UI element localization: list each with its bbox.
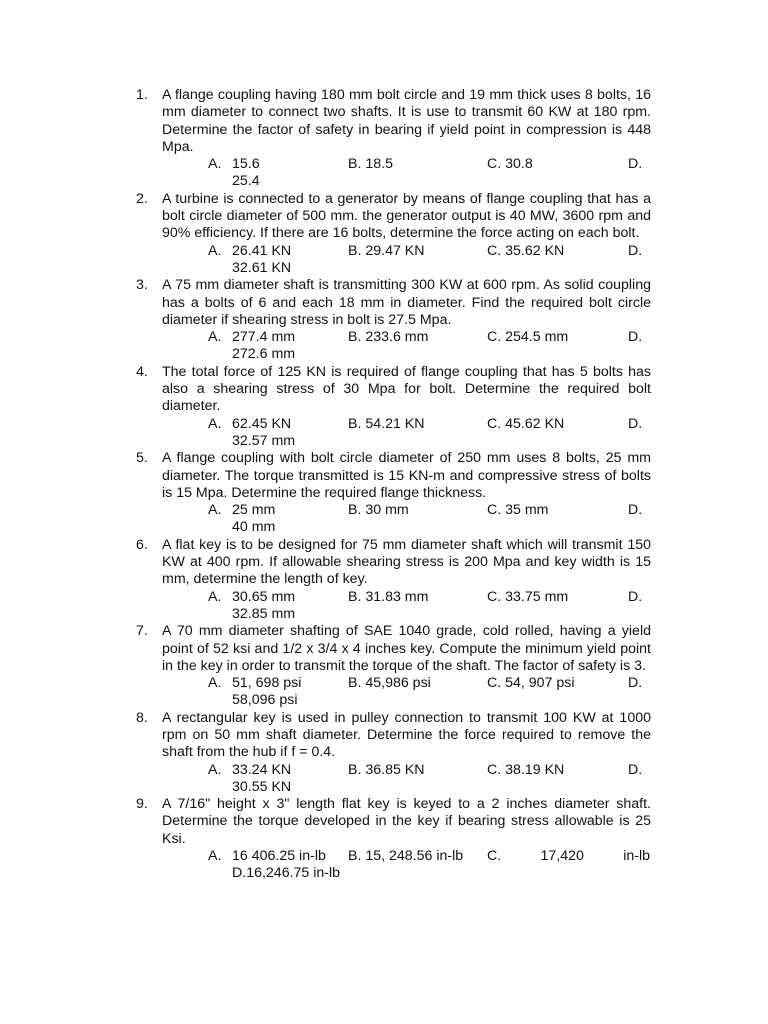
question-number: 4. bbox=[136, 363, 148, 380]
choice-b: B. 29.47 KN bbox=[348, 242, 425, 259]
choice-d-value: 40 mm bbox=[232, 519, 276, 536]
question-text: A flat key is to be designed for 75 mm diameter shaft which will transmit 150 KW at 400 rpm. If allowable shearing stress is 200 Mpa and key width is 15 mm, determine the length of key. bbox=[162, 536, 651, 588]
question-text: A flange coupling with bolt circle diameter of 250 mm uses 8 bolts, 25 mm diameter. The torque transmitted is 15 KN-m and compressive stress of bolts is 15 Mpa. Determine the required flange thickness. bbox=[162, 450, 651, 501]
choice-c: C. 33.75 mm bbox=[487, 588, 569, 605]
question-9 bbox=[136, 796, 651, 882]
choice-b: B. 31.83 mm bbox=[348, 588, 429, 605]
question-1 bbox=[136, 87, 651, 191]
question-2 bbox=[136, 191, 651, 277]
choice-a: A. 277.4 mm bbox=[208, 329, 296, 346]
question-number: 7. bbox=[136, 623, 148, 640]
choice-c: C. 35 mm bbox=[487, 502, 549, 519]
choice-c-unit: in-lb bbox=[623, 848, 650, 865]
choice-d-value: 32.61 KN bbox=[232, 259, 292, 276]
choice-b: B. 36.85 KN bbox=[348, 761, 425, 778]
question-text: A 7/16" height x 3" length flat key is keyed to a 2 inches diameter shaft. Determine the torque developed in the key if bearing stress allowable is 25 Ksi. bbox=[162, 796, 651, 847]
choice-c: C. 54, 907 psi bbox=[487, 675, 575, 692]
question-4 bbox=[136, 364, 651, 450]
choice-d-letter: D. bbox=[628, 588, 643, 605]
question-text: A 75 mm diameter shaft is transmitting 300 KW at 600 rpm. As solid coupling has a bolts of 6 and each 18 mm in diameter. Find the required bolt circle diameter if shearing stress in bolt is 27.5 Mpa. bbox=[162, 277, 651, 328]
choice-c bbox=[487, 848, 650, 865]
question-number: 2. bbox=[136, 190, 148, 207]
question-number: 9. bbox=[136, 796, 148, 813]
question-7 bbox=[136, 623, 651, 709]
choice-b: B. 15, 248.56 in-lb bbox=[348, 848, 464, 865]
question-8 bbox=[136, 710, 651, 796]
choice-b: B. 18.5 bbox=[348, 156, 393, 173]
question-number: 1. bbox=[136, 87, 148, 103]
question-number: 8. bbox=[136, 709, 148, 726]
answer-choices bbox=[208, 589, 651, 624]
choice-d-letter: D. bbox=[628, 761, 643, 778]
choice-d-letter: D. bbox=[628, 329, 643, 346]
choice-c: C. 35.62 KN bbox=[487, 242, 565, 259]
question-number: 5. bbox=[136, 450, 148, 467]
question-list bbox=[136, 87, 651, 883]
question-text: A turbine is connected to a generator by means of flange coupling that has a bolt circle diameter of 500 mm. the generator output is 40 MW, 3600 rpm and 90% efficiency. If there are 16 bolts, determine the force acting on each bolt. bbox=[162, 190, 651, 242]
choice-d-value: 58,096 psi bbox=[232, 692, 298, 709]
question-text: The total force of 125 KN is required of flange coupling that has 5 bolts has also a shearing stress of 30 Mpa for bolt. Determine the required bolt diameter. bbox=[162, 363, 651, 415]
choice-c: C. 45.62 KN bbox=[487, 415, 565, 432]
choice-a: A. 51, 698 psi bbox=[208, 675, 302, 692]
question-6 bbox=[136, 537, 651, 623]
choice-d-value: 25.4 bbox=[232, 173, 260, 190]
choice-d-letter: D. bbox=[628, 156, 643, 173]
choice-a: A. 15.6 bbox=[208, 156, 260, 173]
choice-b: B. 54.21 KN bbox=[348, 415, 425, 432]
choice-a: A. 26.41 KN bbox=[208, 242, 292, 259]
answer-choices bbox=[208, 156, 651, 191]
choice-c-number: 17,420 bbox=[540, 848, 584, 865]
choice-c: C. 38.19 KN bbox=[487, 761, 565, 778]
answer-choices bbox=[208, 416, 651, 451]
choice-d-letter: D. bbox=[628, 502, 643, 519]
answer-choices bbox=[208, 502, 651, 537]
question-text: A rectangular key is used in pulley connection to transmit 100 KW at 1000 rpm on 50 mm shaft diameter. Determine the force required to remove the shaft from the hub if f = 0.4. bbox=[162, 709, 651, 761]
answer-choices bbox=[208, 848, 651, 883]
choice-d-letter: D. bbox=[628, 242, 643, 259]
question-number: 3. bbox=[136, 277, 148, 294]
choice-d-value: 30.55 KN bbox=[232, 778, 292, 795]
choice-a: A. 16 406.25 in-lb bbox=[208, 848, 326, 865]
choice-a: A. 25 mm bbox=[208, 502, 276, 519]
choice-b: B. 45,986 psi bbox=[348, 675, 431, 692]
answer-choices bbox=[208, 243, 651, 278]
question-number: 6. bbox=[136, 536, 148, 553]
question-5 bbox=[136, 450, 651, 536]
choice-d-letter: D. bbox=[628, 415, 643, 432]
choice-d-value: 32.57 mm bbox=[232, 432, 296, 449]
question-text: A flange coupling having 180 mm bolt circle and 19 mm thick uses 8 bolts, 16 mm diameter to connect two shafts. It is use to transmit 60 KW at 180 rpm. Determine the factor of safety in bearing if yield point in compression is 448 Mpa. bbox=[162, 87, 651, 155]
question-text: A 70 mm diameter shafting of SAE 1040 grade, cold rolled, having a yield point of 52 ksi and 1/2 x 3/4 x 4 inches key. Compute the minimum yield point in the key in order to transmit the torque of the shaft. The factor of safety is 3. bbox=[162, 623, 651, 674]
answer-choices bbox=[208, 329, 651, 364]
choice-a: A. 33.24 KN bbox=[208, 761, 292, 778]
question-3 bbox=[136, 277, 651, 363]
choice-a: A. 62.45 KN bbox=[208, 415, 292, 432]
choice-a: A. 30.65 mm bbox=[208, 588, 296, 605]
choice-b: B. 233.6 mm bbox=[348, 329, 429, 346]
answer-choices bbox=[208, 762, 651, 797]
choice-d-value: 32.85 mm bbox=[232, 605, 296, 622]
choice-c-letter: C. bbox=[487, 848, 502, 865]
choice-c: C. 254.5 mm bbox=[487, 329, 569, 346]
choice-d: D.16,246.75 in-lb bbox=[232, 865, 341, 882]
choice-d-letter: D. bbox=[628, 675, 643, 692]
choice-c: C. 30.8 bbox=[487, 156, 533, 173]
answer-choices bbox=[208, 675, 651, 710]
choice-b: B. 30 mm bbox=[348, 502, 409, 519]
choice-d-value: 272.6 mm bbox=[232, 346, 296, 363]
